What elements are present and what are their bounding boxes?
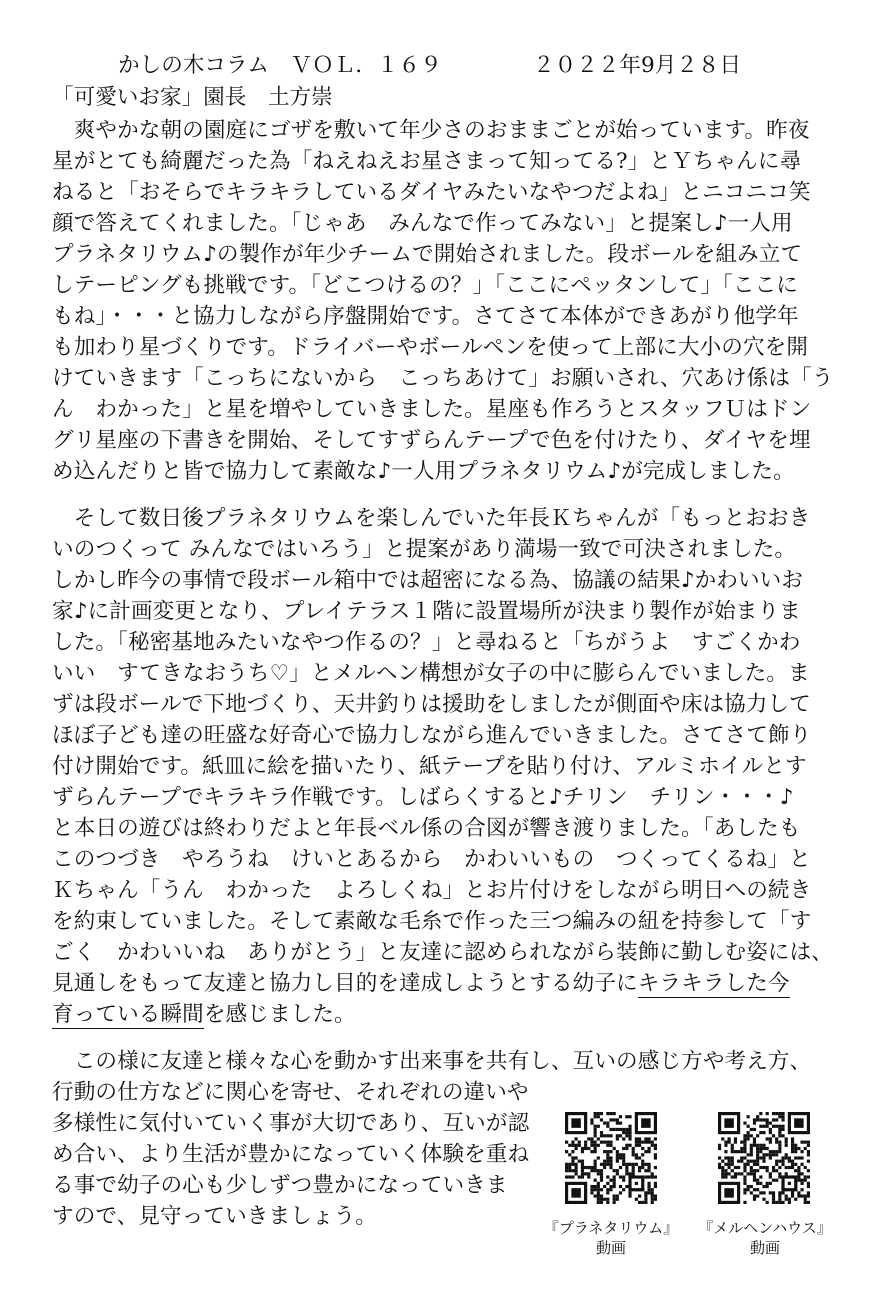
body-line: グリ星座の下書きを開始、そしてすずらんテープで色を付けたり、ダイヤを埋	[52, 428, 811, 453]
column-author: 「可愛いお家」園長 土方崇	[52, 85, 333, 110]
closing-line: すので、見守っていきましょう。	[52, 1204, 377, 1229]
column-title: かしの木コラム ＶＯＬ．１６９	[118, 53, 442, 78]
body-line: もね」・・・と協力しながら序盤開始です。さてさて本体ができあがり他学年	[52, 304, 799, 329]
body-line: ずは段ボールで下地づくり、天井釣りは援助をしましたが側面や床は協力して	[52, 692, 811, 717]
sentence-after: を感じました。	[203, 1002, 356, 1027]
closing-line: る事で幼子の心も少しずつ豊かになっていきま	[52, 1173, 508, 1198]
body-line-underlined	[52, 969, 790, 999]
body-line: ごく かわいいね ありがとう」と友達に認められながら装飾に勤しむ姿には、	[52, 940, 833, 965]
closing-line: め合い、より生活が豊かになっていく体験を重ね	[52, 1142, 530, 1167]
closing-line: 多様性に気付いていく事が大切であり、互いが認	[52, 1111, 530, 1136]
caption-sub: 動画	[749, 1239, 780, 1257]
body-line: けていきます「こっちにないから こっちあけて」お願いされ、穴あけ係は「う	[52, 366, 834, 391]
body-line: いい すてきなおうち♡」とメルヘン構想が女子の中に膨らんでいました。ま	[52, 661, 810, 686]
underlined-phrase: キラキラした今	[637, 971, 790, 996]
body-line: しテーピングも挑戦です。「どこつけるの？」「ここにペッタンして」「ここに	[52, 273, 798, 298]
body-line: いのつくって みんなではいろう」と提案があり満場一致で可決されました。	[52, 537, 797, 562]
body-line: め込んだりと皆で協力して素敵な♪一人用プラネタリウム♪が完成しました。	[52, 459, 795, 484]
body-line: 爽やかな朝の園庭にゴザを敷いて年少さのおままごとが始っています。昨夜	[52, 118, 810, 143]
body-line: も加わり星づくりです。ドライバーやボールペンを使って上部に大小の穴を開	[52, 335, 809, 360]
body-line: と本日の遊びは終わりだよと年長ベル係の合図が響き渡りました。「あしたも	[52, 816, 801, 841]
closing-line: 行動の仕方などに関心を寄せ、それぞれの違いや	[52, 1080, 529, 1105]
body-line: しかし昨今の事情で段ボール箱中では超密になる為、協議の結果♪かわいいお	[52, 568, 804, 593]
caption-sub: 動画	[595, 1239, 626, 1257]
body-line: Ｋちゃん「うん わかった よろしくね」とお片付けをしながら明日への続き	[52, 878, 812, 903]
body-line: ん わかった」と星を増やしていきました。星座も作ろうとスタッフＵはドン	[52, 397, 812, 422]
body-line: 家♪に計画変更となり、プレイテラス１階に設置場所が決まり製作が始まりま	[52, 599, 801, 624]
body-line: ずらんテープでキラキラ作戦です。しばらくすると♪チリン チリン・・・♪	[52, 785, 794, 810]
body-line: を約束していました。そして素敵な毛糸で作った三つ編みの紐を持参して「す	[52, 909, 812, 934]
sentence-before: 見通しをもって友達と協力し目的を達成しようとする幼子に	[52, 971, 638, 996]
body-line: した。「秘密基地みたいなやつ作るの？」と尋ねると「ちがうよ すごくかわ	[52, 630, 801, 655]
body-line: そして数日後プラネタリウムを楽しんでいた年長Ｋちゃんが「もっとおおき	[52, 506, 811, 531]
column-date: ２０２２年9月２８日	[533, 53, 742, 78]
marchen-house-caption	[680, 1218, 850, 1258]
body-line: 星がとても綺麗だった為「ねえねえお星さまって知ってる?」とＹちゃんに尋	[52, 149, 802, 174]
body-line: 顔で答えてくれました。「じゃあ みんなで作ってみない」と提案し♪一人用	[52, 211, 793, 236]
body-line: ねると「おそらでキラキラしているダイヤみたいなやつだよね」とニコニコ笑	[52, 180, 811, 205]
body-line: ほぼ子ども達の旺盛な好奇心で協力しながら進んでいきました。さてさて飾り	[52, 723, 812, 748]
body-line: このつづき やろうね けいとあるから かわいいもの つくってくるね」と	[52, 847, 811, 872]
underlined-phrase: 育っている瞬間	[52, 1002, 204, 1027]
closing-line: この様に友達と様々な心を動かす出来事を共有し、互いの感じ方や考え方、	[52, 1049, 812, 1074]
caption-title: 『プラネタリウム』	[543, 1219, 679, 1237]
planetarium-qr-code[interactable]	[565, 1112, 657, 1204]
planetarium-caption	[526, 1218, 696, 1258]
caption-title: 『メルヘンハウス』	[698, 1219, 832, 1237]
body-line: プラネタリウム♪の製作が年少チームで開始されました。段ボールを組み立て	[52, 242, 803, 267]
body-line-underlined	[52, 1000, 356, 1030]
marchen-house-qr-code[interactable]	[718, 1112, 810, 1204]
body-line: 付け開始です。紙皿に絵を描いたり、紙テープを貼り付け、アルミホイルとす	[52, 754, 807, 779]
